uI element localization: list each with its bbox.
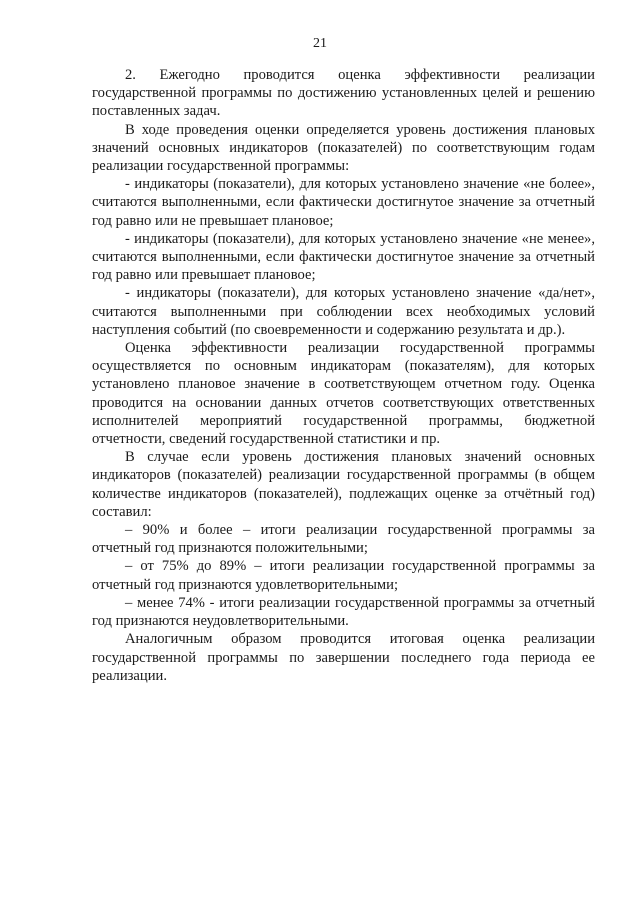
list-item-unsatisfactory: – менее 74% - итоги реализации государственной программы за отчетный год признаются неудовлетворительными. (92, 594, 595, 630)
paragraph-annual-evaluation: 2. Ежегодно проводится оценка эффективности реализации государственной программы по достижению установленных целей и решению поставленных задач. (92, 67, 595, 120)
paragraph-evaluation-basis: Оценка эффективности реализации государственной программы осуществляется по основным индикаторам (показателям), для которых установлено плановое значение в соответствующем отчетном году. Оценка проводится на основании данных отчетов соответствующих ответственных исполнителей мероприятий государственной программы, бюджетной отчетности, сведений государственной статистики и пр. (92, 340, 595, 448)
list-item-satisfactory: – от 75% до 89% – итоги реализации государственной программы за отчетный год признаются удовлетворительными; (92, 558, 595, 593)
list-item-not-less: - индикаторы (показатели), для которых установлено значение «не менее», считаются выполненными, если фактически достигнутое значение за отчетный год равно или превышает плановое; (92, 230, 595, 284)
page-number: 21 (313, 36, 327, 51)
paragraph-achievement-level: В случае если уровень достижения плановых значений основных индикаторов (показателей) реализации государственной программы (в общем количестве индикаторов (показателей), подлежащих оценке за отчётный год) составил: (92, 449, 595, 520)
list-item-positive: – 90% и более – итоги реализации государственной программы за отчетный год признаются положительными; (92, 522, 595, 557)
paragraph-final-evaluation: Аналогичным образом проводится итоговая оценка реализации государственной программы по завершении последнего года периода ее реализации. (92, 631, 595, 684)
paragraph-evaluation-process: В ходе проведения оценки определяется уровень достижения плановых значений основных индикаторов (показателей) по соответствующим годам реализации государственной программы: (92, 121, 595, 175)
document-body (92, 66, 595, 685)
list-item-not-more: - индикаторы (показатели), для которых установлено значение «не более», считаются выполненными, если фактически достигнутое значение за отчетный год равно или не превышает плановое; (92, 176, 595, 229)
list-item-yes-no: - индикаторы (показатели), для которых установлено значение «да/нет», считаются выполненными при соблюдении всех необходимых условий наступления событий (по своевременности и содержанию результата и др.). (92, 285, 595, 338)
